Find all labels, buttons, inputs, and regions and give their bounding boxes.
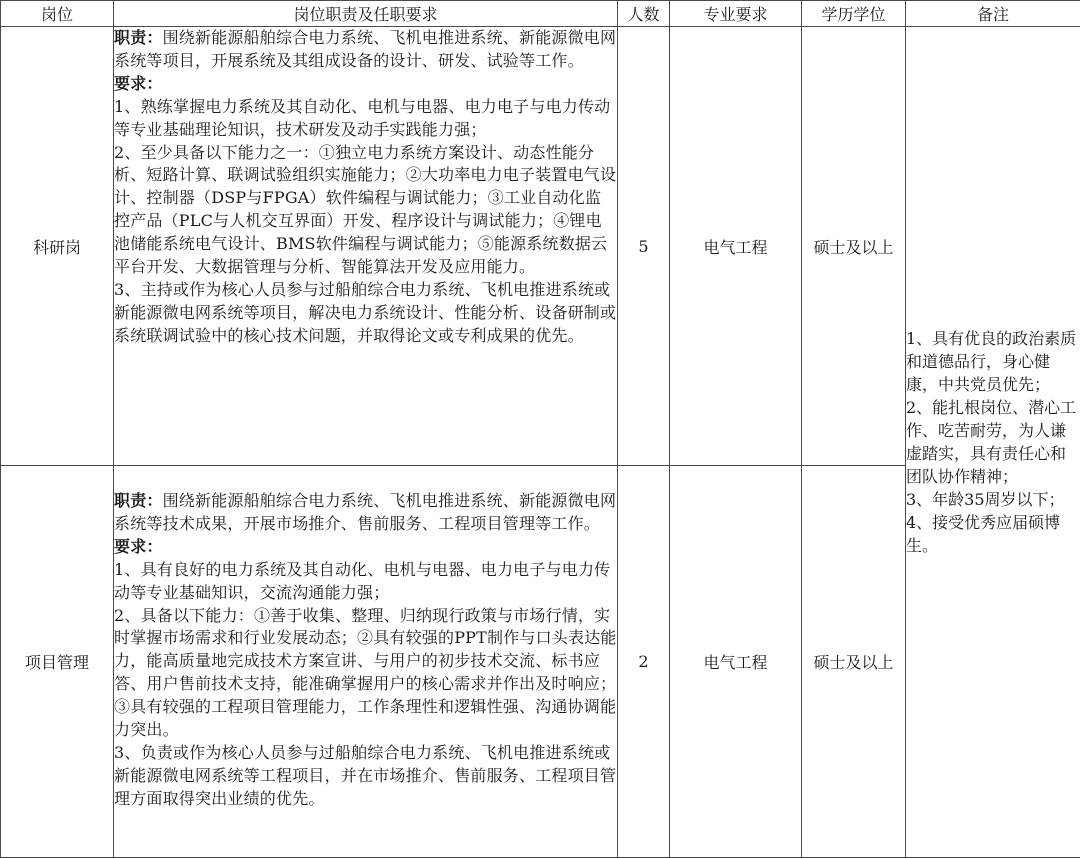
requirement-item: 3、主持或作为核心人员参与过船舶综合电力系统、飞机电推进系统或新能源微电网系统等项目，解决电力系统设计、性能分析、设备研制或系统联调试验中的核心技术问题，并取得论文或专利成果的优先。	[114, 279, 617, 345]
position-cell: 项目管理	[1, 466, 114, 858]
count-cell: 5	[618, 27, 670, 466]
duty-paragraph	[114, 27, 617, 73]
duty-label: 职责：	[114, 491, 163, 510]
header-major: 专业要求	[670, 1, 802, 27]
notes-cell	[906, 27, 1080, 858]
duty-label: 职责：	[114, 28, 163, 47]
requirement-label: 要求：	[114, 73, 163, 93]
position-cell: 科研岗	[1, 27, 114, 466]
header-position: 岗位	[1, 1, 114, 27]
requirement-item: 1、具有良好的电力系统及其自动化、电机与电器、电力电子与电力传动等专业基础知识，交流沟通能力强；	[114, 559, 611, 602]
requirement-item: 2、具备以下能力：①善于收集、整理、归纳现行政策与市场行情，实时掌握市场需求和行业发展动态；②具有较强的PPT制作与口头表达能力，能高质量地完成技术方案宣讲、与用户的初步技术交流、标书应答、用户售前技术支持，能准确掌握用户的核心需求并作出及时响应；③具有较强的工程项目管理能力，工作条理性和逻辑性强、沟通协调能力突出。	[114, 605, 617, 740]
requirement-label: 要求：	[114, 536, 163, 556]
requirement-item: 3、负责或作为核心人员参与过船舶综合电力系统、飞机电推进系统或新能源微电网系统等工程项目，并在市场推介、售前服务、工程项目管理方面取得突出业绩的优先。	[114, 742, 617, 808]
header-duties: 岗位职责及任职要求	[114, 1, 618, 27]
major-cell: 电气工程	[670, 466, 802, 858]
header-row	[1, 1, 1080, 27]
note-item: 2、能扎根岗位、潜心工作、吃苦耐劳，为人谦虚踏实，具有责任心和团队协作精神；	[906, 398, 1077, 486]
count-cell: 2	[618, 466, 670, 858]
duties-cell	[114, 27, 618, 466]
degree-cell: 硕士及以上	[802, 466, 906, 858]
degree-cell: 硕士及以上	[802, 27, 906, 466]
header-degree: 学历学位	[802, 1, 906, 27]
duty-text: 围绕新能源船舶综合电力系统、飞机电推进系统、新能源微电网系统等项目，开展系统及其组成设备的设计、研发、试验等工作。	[114, 28, 617, 70]
header-count: 人数	[618, 1, 670, 27]
duties-cell	[114, 466, 618, 858]
major-cell: 电气工程	[670, 27, 802, 466]
note-item: 1、具有优良的政治素质和道德品行，身心健康，中共党员优先；	[906, 329, 1077, 394]
header-notes: 备注	[906, 1, 1080, 27]
requirement-item: 2、至少具备以下能力之一：①独立电力系统方案设计、动态性能分析、短路计算、联调试验组织实施能力；②大功率电力电子装置电气设计、控制器（DSP与FPGA）软件编程与调试能力；③工业自动化监控产品（PLC与人机交互界面）开发、程序设计与调试能力；④锂电池储能系统电气设计、BMS软件编程与调试能力；⑤能源系统数据云平台开发、大数据管理与分析、智能算法开发及应用能力。	[114, 142, 617, 277]
note-item: 4、接受优秀应届硕博生。	[906, 513, 1061, 555]
duty-paragraph	[114, 490, 617, 536]
requirement-item: 1、熟练掌握电力系统及其自动化、电机与电器、电力电子与电力传动等专业基础理论知识，技术研发及动手实践能力强；	[114, 96, 611, 139]
duty-text: 围绕新能源船舶综合电力系统、飞机电推进系统、新能源微电网系统等技术成果，开展市场推介、售前服务、工程项目管理等工作。	[114, 491, 617, 533]
note-item: 3、年龄35周岁以下；	[906, 490, 1065, 509]
table-row	[1, 27, 1080, 466]
